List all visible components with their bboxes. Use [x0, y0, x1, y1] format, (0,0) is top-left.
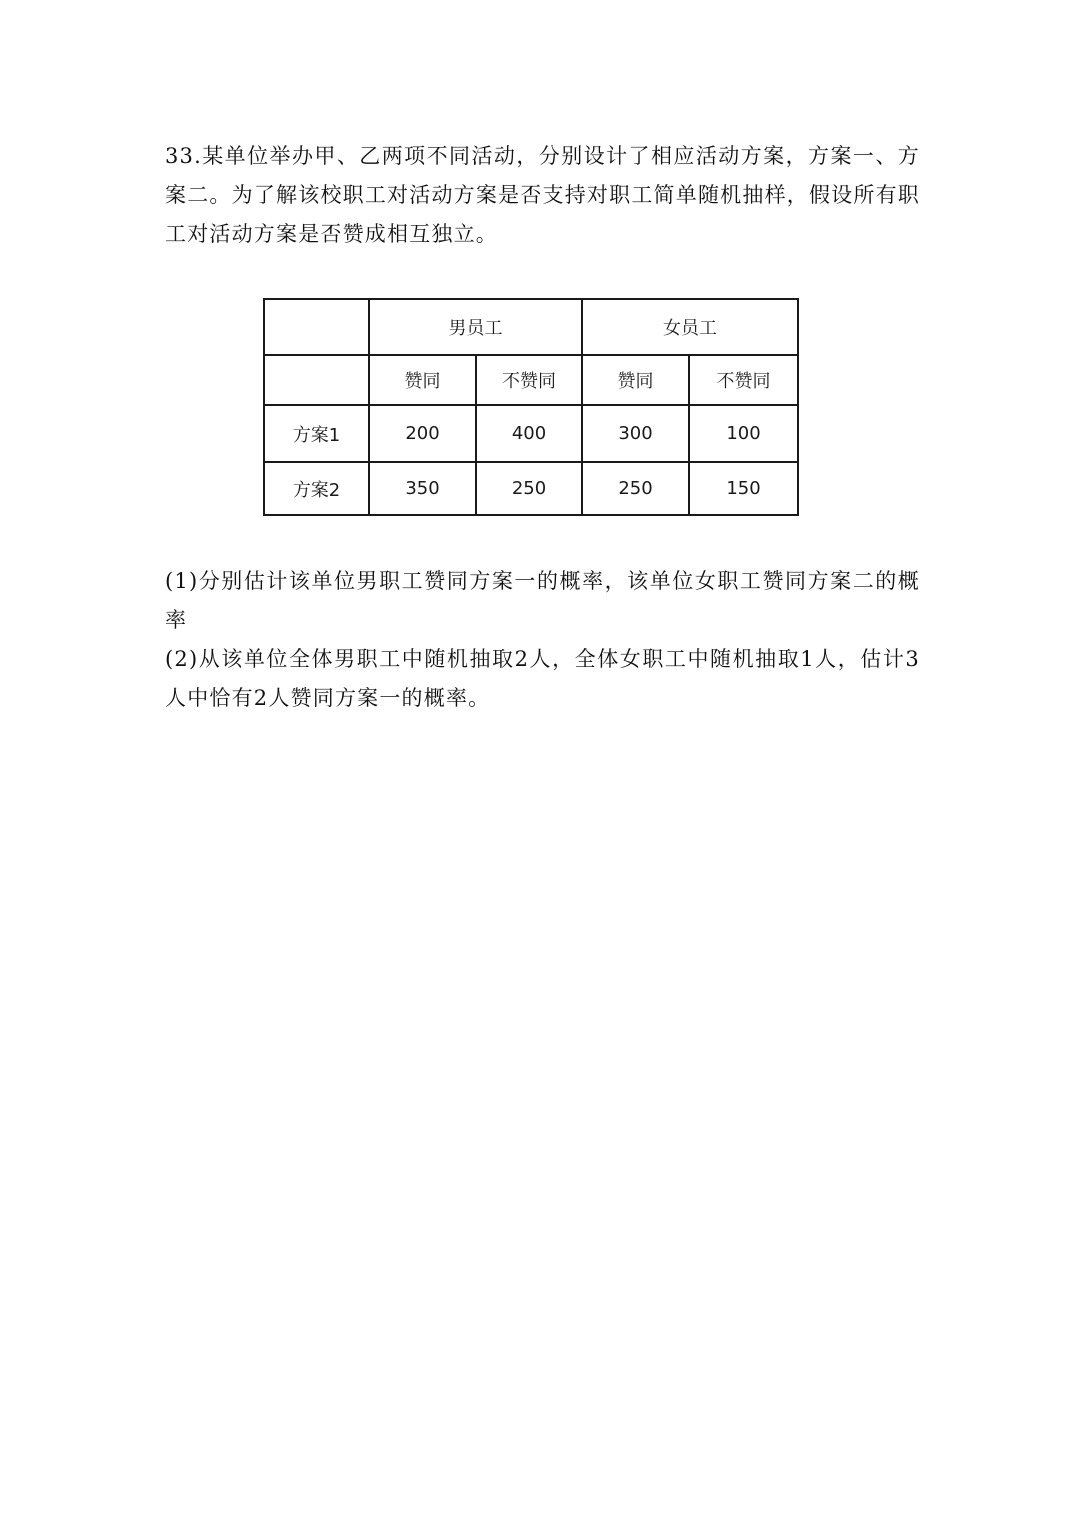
table-cell: 100 [689, 405, 798, 462]
subheader-female-disagree: 不赞同 [689, 355, 798, 405]
subheader-male-agree: 赞同 [369, 355, 476, 405]
question-2: (2)从该单位全体男职工中随机抽取2人，全体女职工中随机抽取1人，估计3人中恰有2人赞同方案一的概率。 [165, 647, 920, 710]
table-row [264, 462, 798, 515]
table-cell: 250 [476, 462, 582, 515]
table-cell: 350 [369, 462, 476, 515]
table-cell: 300 [582, 405, 689, 462]
table-empty-cell [264, 355, 369, 405]
question-1: (1)分别估计该单位男职工赞同方案一的概率，该单位女职工赞同方案二的概率 [165, 569, 920, 632]
table-header-row [264, 299, 798, 355]
row-label: 方案1 [264, 405, 369, 462]
survey-table [263, 298, 799, 516]
table-cell: 400 [476, 405, 582, 462]
group-header-male: 男员工 [369, 299, 582, 355]
table-corner-cell [264, 299, 369, 355]
problem-statement: 33.某单位举办甲、乙两项不同活动，分别设计了相应活动方案，方案一、方案二。为了解该校职工对活动方案是否支持对职工简单随机抽样，假设所有职工对活动方案是否赞成相互独立。 [165, 144, 920, 246]
group-header-female: 女员工 [582, 299, 798, 355]
subheader-male-disagree: 不赞同 [476, 355, 582, 405]
table-cell: 200 [369, 405, 476, 462]
questions-block [165, 562, 920, 718]
table-cell: 250 [582, 462, 689, 515]
row-label: 方案2 [264, 462, 369, 515]
table-row [264, 405, 798, 462]
table-subheader-row [264, 355, 798, 405]
table-cell: 150 [689, 462, 798, 515]
subheader-female-agree: 赞同 [582, 355, 689, 405]
